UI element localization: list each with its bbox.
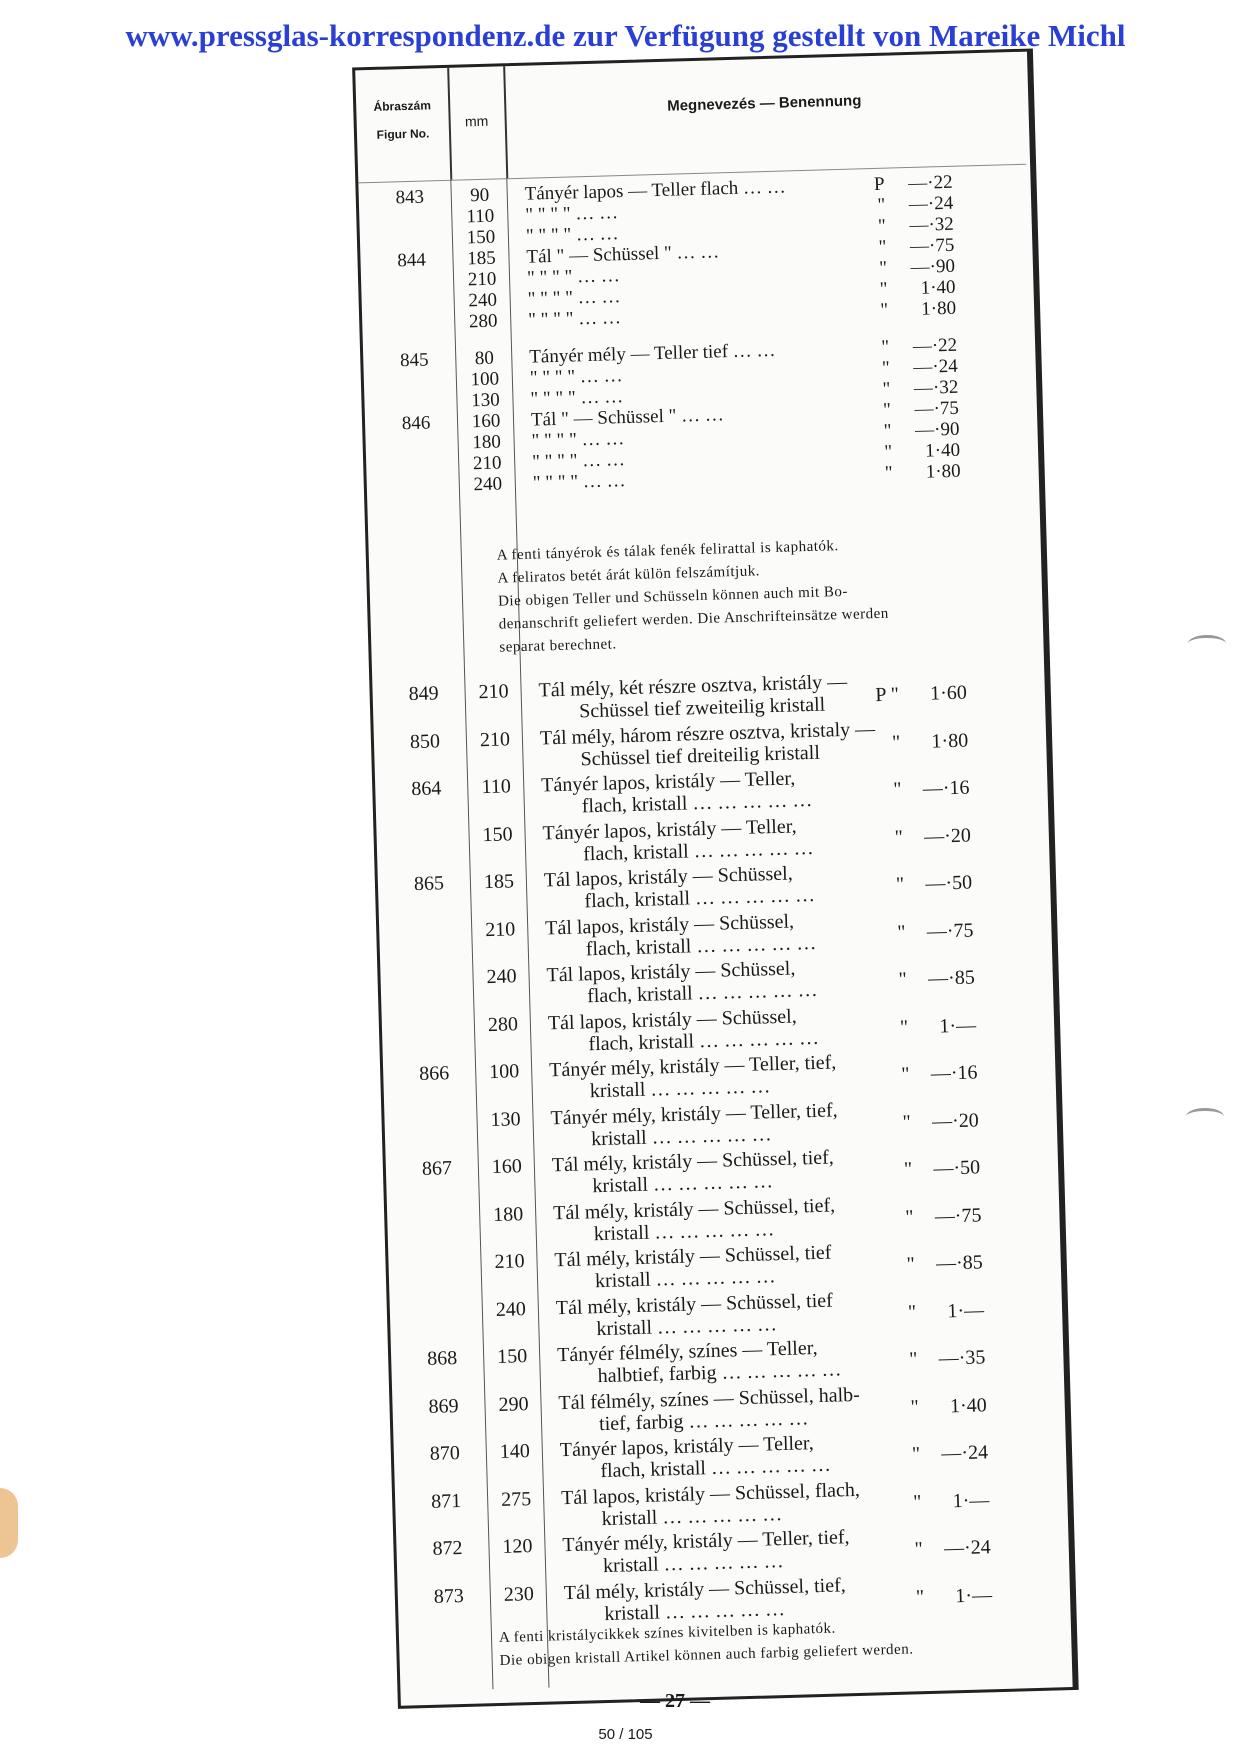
size-mm: 210: [484, 917, 516, 941]
item-description: Tál mély, három részre osztva, kristaly —: [539, 717, 876, 750]
item-description: Tál lapos, kristály — Schüssel,: [543, 862, 793, 892]
size-mm: 180: [472, 431, 502, 454]
size-mm: 280: [487, 1012, 519, 1036]
item-price: 1·—: [955, 1583, 993, 1607]
item-price: —·85: [935, 1251, 984, 1275]
note-line: separat berechnet.: [499, 636, 617, 656]
price-prefix: ": [897, 920, 906, 944]
item-description: " " " " … …: [532, 470, 626, 494]
size-mm: 150: [482, 822, 513, 846]
size-mm: 185: [483, 870, 515, 894]
item-price: —·32: [909, 213, 955, 237]
price-prefix: ": [893, 778, 902, 801]
item-price: 1·40: [924, 439, 961, 462]
item-description: " " " " … …: [531, 449, 626, 473]
item-description-german: kristall … … … … …: [590, 1122, 772, 1150]
price-prefix: ": [900, 1063, 910, 1086]
size-mm: 240: [473, 473, 503, 496]
note-line: A fenti kristálycikkek színes kivitelben is kaphatók.: [498, 1620, 836, 1647]
size-mm: 275: [500, 1487, 532, 1511]
item-price: 1·80: [925, 460, 961, 483]
item-price: 1·—: [952, 1488, 990, 1512]
price-prefix: ": [899, 1015, 909, 1039]
figure-number: 849: [408, 682, 439, 706]
figure-number: [387, 475, 449, 477]
note-line: Die obigen Teller und Schüsseln können auch mit Bo-: [497, 583, 849, 610]
price-prefix: ": [915, 1585, 925, 1608]
item-description: " " " " … …: [531, 428, 625, 452]
figure-number: 870: [429, 1442, 461, 1465]
item-description: " " " " … …: [530, 386, 624, 410]
item-description: Tál lapos, kristály — Schüssel, flach,: [560, 1478, 861, 1509]
item-price: 1·40: [920, 276, 956, 299]
note-line: A fenti tányérok és tálak fenék felirattal is kaphatók.: [496, 538, 839, 564]
price-prefix: ": [881, 357, 891, 379]
figure-number: 844: [397, 249, 427, 272]
scan-stain: [0, 1488, 18, 1558]
item-description: Tányér félmély, színes — Teller,: [556, 1337, 818, 1367]
size-mm: 160: [491, 1155, 523, 1179]
item-description: Tál mély, kristály — Schüssel, tief,: [552, 1193, 836, 1224]
item-price: —·35: [938, 1346, 986, 1370]
figure-number: [407, 1204, 469, 1206]
size-mm: 240: [486, 965, 517, 989]
item-description-german: flach, kristall … … … … …: [581, 788, 813, 818]
item-description: " " " " … …: [525, 202, 619, 226]
size-mm: 150: [466, 226, 496, 249]
figure-number: 845: [399, 349, 429, 372]
figure-number: [400, 967, 462, 969]
item-description: Tál mély, kristály — Schüssel, tief,: [551, 1146, 835, 1177]
column-header-mm: mm: [447, 66, 508, 180]
item-price: —·24: [908, 192, 954, 216]
price-prefix: ": [904, 1205, 914, 1229]
price-prefix: ": [908, 1348, 918, 1371]
size-mm: 100: [488, 1060, 520, 1084]
item-price: —·24: [941, 1441, 989, 1465]
item-description: Tányér mély — Teller tief … …: [528, 339, 776, 368]
item-description: Tál mély, kristály — Schüssel, tief: [555, 1289, 834, 1319]
item-price: —·16: [930, 1061, 978, 1085]
price-prefix: ": [884, 462, 893, 484]
price-prefix: ": [882, 399, 892, 421]
size-mm: 110: [466, 205, 495, 228]
price-prefix: ": [907, 1300, 917, 1323]
item-description-german: kristall … … … … …: [592, 1170, 774, 1198]
figure-number: 865: [413, 872, 445, 896]
catalog-page: [352, 48, 1079, 1708]
item-description: Tál félmély, színes — Schüssel, halb-: [558, 1383, 861, 1414]
binder-hole: [1188, 635, 1226, 652]
item-description: Tál " — Schüssel " … …: [530, 404, 725, 431]
price-prefix: ": [891, 730, 901, 754]
price-prefix: ": [878, 257, 888, 279]
pdf-page-counter: 50 / 105: [598, 1726, 653, 1743]
figure-number: 871: [430, 1489, 462, 1513]
size-mm: 290: [498, 1392, 529, 1416]
figure-number: 867: [421, 1157, 453, 1180]
item-description-german: halbtief, farbig … … … … …: [597, 1358, 842, 1388]
size-mm: 210: [478, 680, 509, 704]
item-price: —·90: [910, 255, 956, 278]
item-description: " " " " … …: [529, 365, 623, 389]
price-prefix: ": [894, 825, 904, 849]
item-description: Tányér lapos, kristály — Teller,: [542, 814, 797, 844]
price-prefix: ": [877, 194, 886, 216]
item-description-german: kristall … … … … …: [593, 1217, 775, 1245]
size-mm: 100: [470, 368, 500, 391]
item-price: 1·—: [947, 1298, 985, 1322]
item-price: —·90: [914, 418, 960, 441]
note-line: A feliratos betét árát külön felszámítjuk.: [497, 563, 761, 587]
item-description: " " " " … …: [525, 223, 619, 247]
figure-number: 868: [426, 1347, 458, 1370]
price-prefix: ": [882, 378, 891, 400]
item-description: Tányér lapos, kristály — Teller,: [559, 1432, 815, 1462]
item-description: Tányér lapos, kristály — Teller,: [540, 767, 796, 797]
item-price: 1·80: [931, 729, 969, 753]
figure-number: 843: [395, 186, 425, 209]
size-mm: 140: [499, 1440, 531, 1463]
size-mm: 240: [495, 1297, 527, 1321]
page-number: — 27 —: [640, 1690, 710, 1712]
item-price: 1·60: [929, 681, 968, 705]
size-mm: 130: [490, 1107, 521, 1131]
price-prefix: ": [877, 215, 887, 237]
size-mm: 280: [468, 310, 498, 333]
figure-number: [408, 1252, 470, 1254]
price-prefix: ": [898, 968, 908, 991]
figure-number: [380, 228, 442, 230]
column-header-name: Megnevezés — Benennung: [666, 92, 862, 115]
item-price: —·20: [923, 824, 972, 848]
item-description-german: flach, kristall … … … … …: [600, 1453, 832, 1483]
item-description: Tányér lapos — Teller flach … …: [524, 176, 787, 205]
size-mm: 120: [502, 1535, 533, 1558]
size-mm: 150: [496, 1345, 528, 1368]
size-mm: 180: [492, 1202, 524, 1226]
item-description: Tál mély, két részre osztva, kristály —: [538, 670, 848, 702]
item-description-german: kristall … … … … …: [601, 1502, 783, 1530]
figure-number: 872: [432, 1537, 463, 1560]
item-description-german: flach, kristall … … … … …: [582, 836, 814, 865]
binder-hole: [1186, 1108, 1224, 1125]
item-description: Tál lapos, kristály — Schüssel,: [547, 1004, 797, 1034]
price-prefix: ": [880, 299, 889, 321]
figure-number: [399, 919, 461, 921]
item-price: —·32: [913, 376, 959, 399]
figure-number: [402, 1014, 464, 1016]
size-mm: 110: [481, 775, 512, 799]
item-description: Tányér mély, kristály — Teller, tief,: [550, 1098, 838, 1129]
item-description-german: flach, kristall … … … … …: [586, 978, 818, 1008]
item-price: —·24: [943, 1536, 992, 1560]
size-mm: 210: [467, 268, 497, 291]
figure-number: [404, 1109, 466, 1111]
figure-number: [410, 1299, 472, 1301]
item-price: 1·80: [920, 297, 957, 320]
item-description: " " " " … …: [527, 307, 622, 331]
item-description-german: Schüssel tief zweiteilig kristall: [578, 693, 826, 723]
figure-number: [396, 824, 458, 826]
item-description-german: kristall … … … … …: [604, 1597, 786, 1625]
item-price: —·22: [907, 171, 953, 195]
item-price: —·75: [934, 1203, 982, 1228]
column-header-figure-no: Ábraszám Figur No.: [355, 68, 452, 183]
figure-number: [381, 291, 443, 293]
figure-number: [386, 454, 448, 456]
item-description-german: flach, kristall … … … … …: [588, 1026, 820, 1055]
item-description: Tál mély, kristály — Schüssel, tief: [554, 1241, 832, 1272]
price-prefix: ": [884, 441, 893, 463]
item-price: —·22: [912, 334, 958, 357]
item-price: 1·—: [939, 1013, 977, 1037]
price-prefix: ": [883, 420, 892, 442]
item-price: —·75: [914, 397, 960, 420]
size-mm: 210: [494, 1250, 525, 1273]
figure-number: 866: [418, 1062, 450, 1086]
size-mm: 160: [471, 410, 501, 433]
item-price: —·16: [922, 776, 970, 800]
item-description: Tál lapos, kristály — Schüssel,: [546, 957, 796, 987]
item-description: Tál lapos, kristály — Schüssel,: [544, 910, 795, 939]
item-description-german: kristall … … … … …: [589, 1075, 771, 1103]
size-mm: 210: [472, 452, 502, 475]
item-description: " " " " … …: [526, 265, 621, 289]
note-bottom-inscription: [497, 530, 1020, 659]
item-description-german: kristall … … … … …: [594, 1265, 776, 1293]
item-description-german: Schüssel tief dreiteilig kristall: [580, 741, 821, 770]
note-line: denanschrift geliefert werden. Die Anschrifteinsätze werden: [498, 605, 890, 633]
item-description-german: kristall … … … … …: [596, 1312, 778, 1340]
size-mm: 210: [479, 727, 511, 751]
item-description-german: flach, kristall … … … … …: [584, 883, 816, 913]
item-description-german: kristall … … … … …: [602, 1550, 784, 1578]
price-prefix: ": [910, 1395, 920, 1418]
item-description: Tál " — Schüssel " … …: [526, 241, 720, 268]
figure-number: [382, 312, 444, 314]
item-description: Tányér mély, kristály — Teller, tief,: [548, 1051, 837, 1082]
figure-number: 873: [433, 1584, 465, 1608]
price-prefix: ": [895, 873, 905, 896]
price-prefix: ": [906, 1253, 916, 1276]
item-description-german: flach, kristall … … … … …: [585, 931, 817, 960]
figure-number: 850: [409, 729, 441, 753]
price-prefix: ": [911, 1443, 921, 1466]
price-prefix: ": [878, 236, 887, 258]
price-prefix: ": [879, 278, 888, 300]
price-prefix: ": [914, 1538, 924, 1561]
item-description: " " " " … …: [527, 286, 621, 310]
header-link[interactable]: www.pressglas-korrespondenz.de zur Verfügung gestellt von Mareike Michl: [125, 18, 1126, 53]
item-price: —·75: [926, 918, 974, 943]
item-price: —·50: [925, 871, 973, 895]
item-price: —·50: [933, 1156, 981, 1180]
price-prefix: P: [873, 173, 885, 195]
item-price: —·24: [913, 355, 959, 378]
size-mm: 90: [469, 184, 490, 207]
note-line: Die obigen kristall Artikel können auch farbig geliefert werden.: [499, 1641, 914, 1670]
size-mm: 130: [470, 389, 501, 412]
figure-number: 864: [410, 777, 442, 801]
size-mm: 240: [468, 289, 498, 312]
item-description: Tányér mély, kristály — Teller, tief,: [562, 1526, 850, 1557]
item-price: 1·40: [949, 1393, 988, 1417]
price-prefix: ": [902, 1110, 912, 1134]
size-mm: 230: [503, 1582, 535, 1606]
figure-number: [384, 391, 446, 393]
figure-number: 846: [401, 412, 431, 435]
price-prefix: ": [903, 1158, 913, 1181]
price-prefix: ": [912, 1490, 922, 1513]
item-description-german: tief, farbig … … … … …: [598, 1406, 809, 1435]
figure-number: 869: [428, 1394, 459, 1418]
size-mm: 185: [466, 247, 497, 270]
item-price: —·75: [909, 234, 955, 257]
price-prefix: P ": [875, 683, 900, 707]
item-price: —·85: [927, 966, 976, 990]
size-mm: 80: [474, 347, 495, 370]
item-description: Tál mély, kristály — Schüssel, tief,: [563, 1573, 846, 1604]
price-prefix: ": [881, 336, 890, 358]
item-price: —·20: [931, 1108, 980, 1133]
